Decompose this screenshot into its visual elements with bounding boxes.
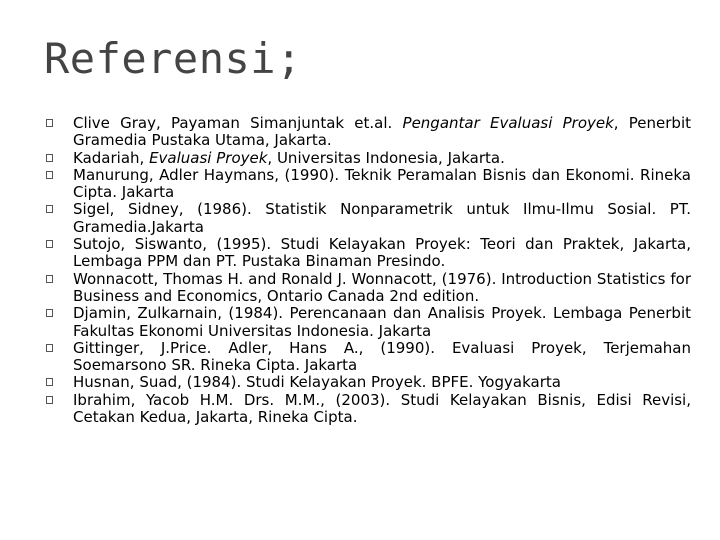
reference-text-tail: , Universitas Indonesia, Jakarta. (267, 148, 505, 167)
reference-text: Sutojo, Siswanto, (1995). Studi Kelayakan Proyek: Teori dan Praktek, Jakarta, Lembaga PPM dan PT. Pustaka Binaman Presindo. (73, 235, 691, 271)
reference-text: Husnan, Suad, (1984). Studi Kelayakan Proyek. BPFE. Yogyakarta (73, 373, 561, 392)
square-bullet-icon (46, 154, 53, 162)
square-bullet-icon (46, 396, 53, 404)
reference-item (46, 271, 691, 306)
reference-text-tail: , Penerbit Gramedia Pustaka Utama, Jakarta. (73, 114, 691, 150)
reference-item (46, 392, 691, 427)
reference-item (46, 201, 691, 236)
square-bullet-icon (46, 275, 53, 283)
reference-text: Clive Gray, Payaman Simanjuntak et.al. (73, 114, 403, 132)
reference-item (46, 115, 691, 150)
reference-text: Sigel, Sidney, (1986). Statistik Nonparametrik untuk Ilmu-Ilmu Sosial. PT. Gramedia.Jakarta (73, 200, 691, 236)
reference-text: Djamin, Zulkarnain, (1984). Perencanaan dan Analisis Proyek. Lembaga Penerbit Fakultas Ekonomi Universitas Indonesia. Jakarta (73, 304, 691, 340)
reference-text: Gittinger, J.Price. Adler, Hans A., (1990). Evaluasi Proyek, Terjemahan Soemarsono SR. Rineka Cipta. Jakarta (73, 338, 691, 375)
reference-item (46, 374, 691, 391)
reference-title-italic: Pengantar Evaluasi Proyek (402, 114, 614, 132)
reference-text: Manurung, Adler Haymans, (1990). Teknik Peramalan Bisnis dan Ekonomi. Rineka Cipta. Jakarta (73, 165, 691, 202)
reference-item (46, 167, 691, 202)
square-bullet-icon (46, 119, 53, 127)
reference-item (46, 305, 691, 340)
reference-item (46, 150, 691, 167)
square-bullet-icon (46, 344, 53, 352)
reference-item (46, 236, 691, 271)
page-title: Referensi; (44, 34, 302, 83)
square-bullet-icon (46, 309, 53, 317)
reference-title-italic: Evaluasi Proyek (149, 148, 268, 167)
reference-text: Kadariah, (73, 148, 150, 167)
square-bullet-icon (46, 240, 53, 248)
reference-list (46, 115, 691, 426)
square-bullet-icon (46, 205, 53, 213)
reference-item (46, 340, 691, 375)
reference-text: Wonnacott, Thomas H. and Ronald J. Wonnacott, (1976). Introduction Statistics for Business and Economics, Ontario Canada 2nd edition. (73, 269, 691, 305)
reference-text: Ibrahim, Yacob H.M. Drs. M.M., (2003). Studi Kelayakan Bisnis, Edisi Revisi, Cetakan Kedua, Jakarta, Rineka Cipta. (73, 390, 691, 427)
square-bullet-icon (46, 171, 53, 179)
square-bullet-icon (46, 378, 53, 386)
